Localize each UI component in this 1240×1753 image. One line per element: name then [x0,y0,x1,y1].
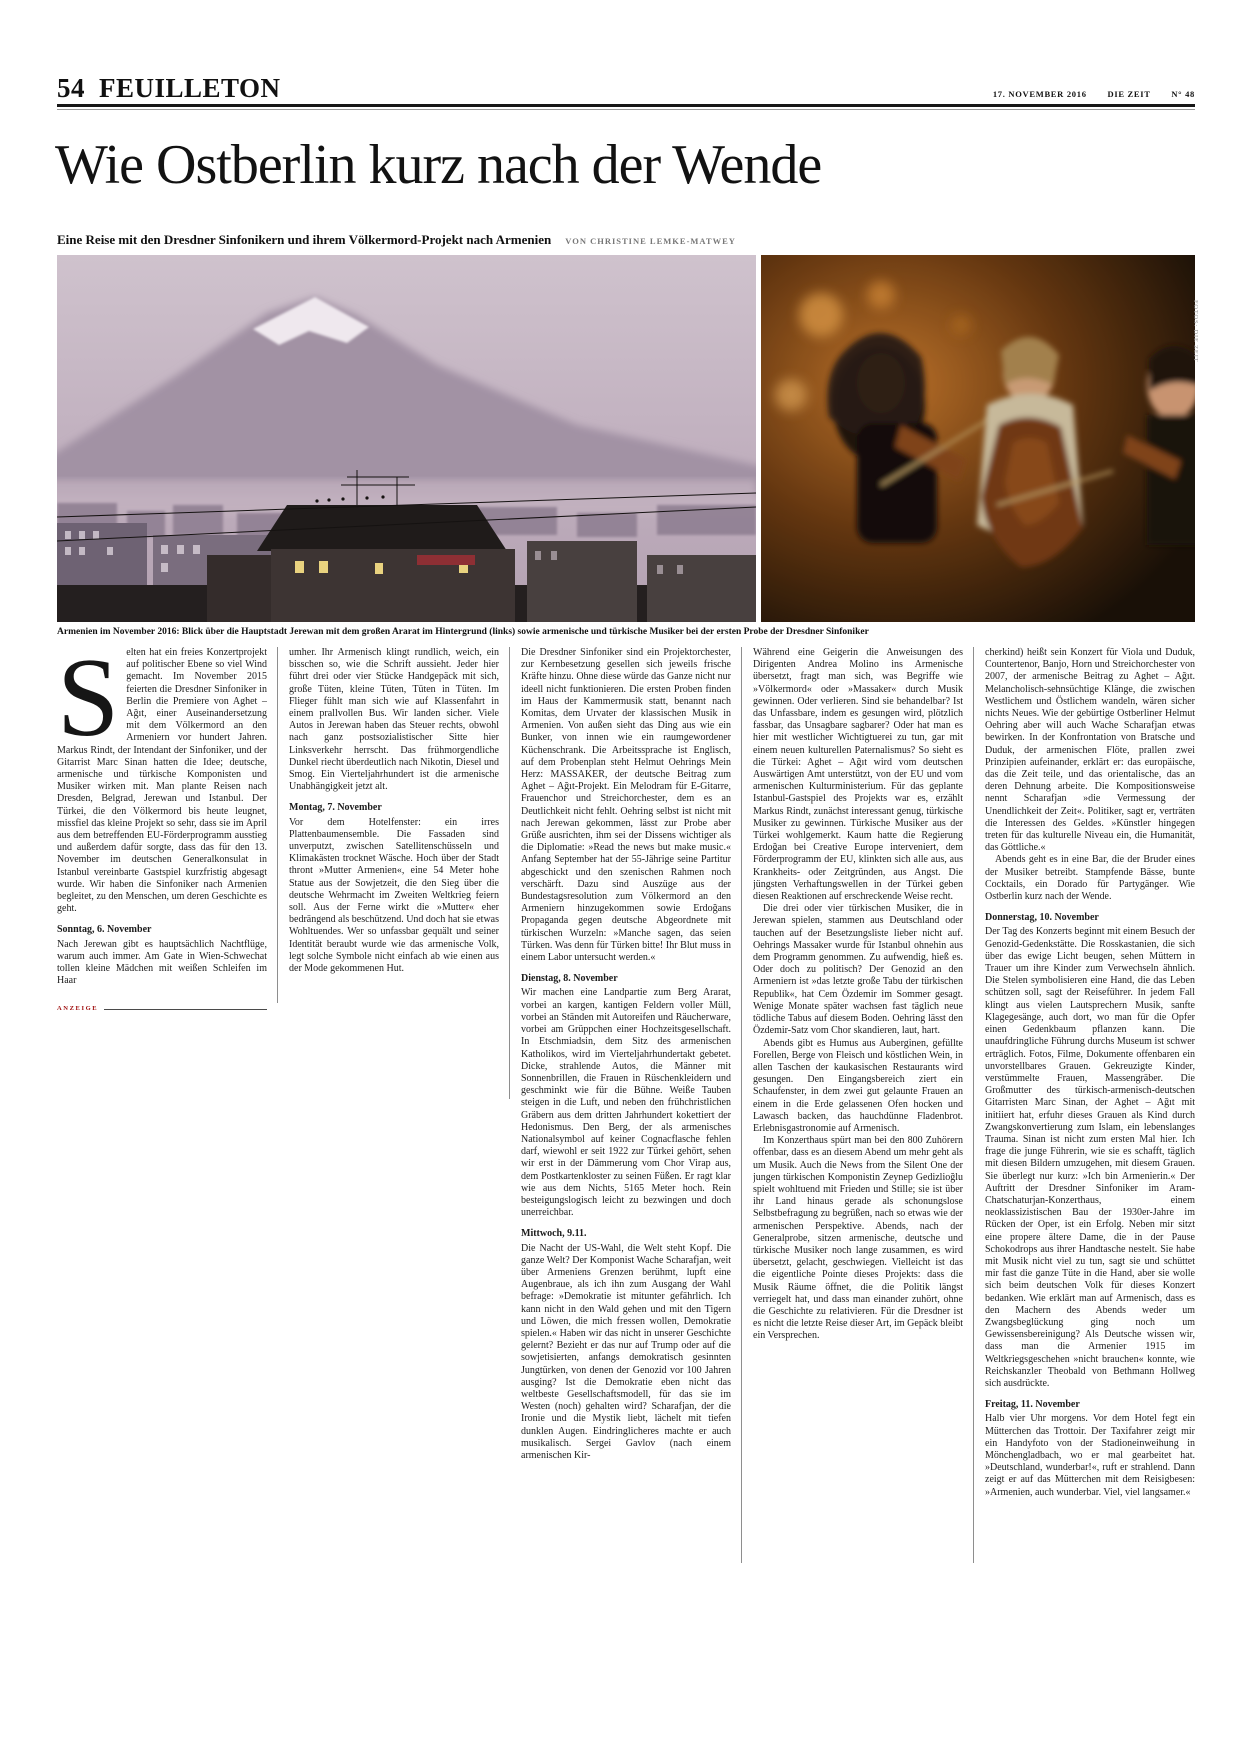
body-paragraph: Die Dresdner Sinfoniker sind ein Projektorchester, zur Kernbesetzung gesellen sich jeweils frische Kräfte hinzu. Ohne diese würde das Ganze nicht nur ideell nicht funktionieren. Die ersten Proben finden im Haus der Kammermusik statt, benannt nach Komitas, dem Urvater der klassischen Musik in Armenien. Von außen sieht das Ding aus wie ein Bunker, von innen wie ein raumgewordener Küchenschrank. Die Arbeitssprache ist Englisch, auf dem Probenplan steht Helmut Oehrings Mein Herz: MASSAKER, der deutsche Beitrag zum Aghet – Ağıt-Projekt. Ein Melodram für E-Gitarre, Frauenchor und Streichorchester, dem es an Deutlichkeit nicht fehlt. Oehring selbst ist nicht mit nach Jerewan gekommen, lässt zur Probe aber Grüße ausrichten, ihm sei der Dissens wichtiger als die Diplomatie: »Read the news but make music.« Anfang September hat der 55-Jährige seine Partitur abgeschickt und den szenischen Rahmen noch verschärft. Dazu sind Auszüge aus der Bundestagsresolution zum Völkermord an den Armeniern hinzugekommen sowie Erdoğans Propaganda gegen deutsche Abgeordnete mit türkischen Wurzeln: »Manche sagen, das seien Türken. Was denn für Türken bitte! Ihr Blut muss in einem Labor untersucht werden.« [521,647,731,964]
body-paragraph: Abends geht es in eine Bar, die der Bruder eines der Musiker betreibt. Stampfende Bässe, bunte Cocktails, ein Dorado für Partygänger. Wie Ostberlin kurz nach der Wende. [985,854,1195,903]
body-paragraph: Nach Jerewan gibt es hauptsächlich Nachtflüge, warum auch immer. Am Gate in Wien-Schwechat tollen kleine Mädchen mit weißen Schleifen im Haar [57,938,267,987]
section-title [57,75,281,102]
drop-cap: S [57,647,120,760]
column-rule [973,647,974,1563]
ad-marker [57,1003,267,1015]
issue-date: 17. NOVEMBER 2016 [992,89,1087,99]
issue-number: N° 48 [1171,89,1195,99]
body-paragraph: Während eine Geigerin die Anweisungen des Dirigenten Andrea Molino ins Armenische übersetzt, fragt man sich, was Begriffe wie »Völkermord« oder »Massaker« durch Musik gewinnen. Oder verlieren. Sind sie behandelbar? Ist das Unfassbare, indem es gesungen wird, plötzlich fassbar, das Unsagbare sagbarer? Oder hat man es hier mit westlicher Wichtigtuerei zu tun, gar mit einem neuen kulturellen Paternalismus? So sieht es die Türkei: Aghet – Ağıt wird vom deutschen Auswärtigen Amt unterstützt, von der EU und vom armenischen Kulturministerium. Für das geplante Istanbul-Gastspiel des Projekts war es, erzählt Markus Rindt, zunächst interessant genug, türkische Musiker zu gewinnen. Türkische Musiker aus der Türkei wohlgemerkt. Kaum hatte die Regierung Erdoğan bei Creative Europe interveniert, dem Förderprogramm der EU, klinkten sich alle aus, aus Krankheits- oder Zeitgründen, aus Angst. Die jüngsten Verhaftungswellen in der Türkei geben diesen Reaktionen auf erschreckende Weise recht. [753,647,963,903]
issue-meta [975,89,1195,102]
section-date-header: Sonntag, 6. November [57,924,152,936]
body-paragraph: Abends gibt es Humus aus Auberginen, gefüllte Forellen, Berge von Fleisch und köstlichen Wein, in allen Taschen der kaukasischen Restaurants wird gesungen. Den Eingangsbereich ziert ein Schaufenster, in dem zwei gut gelaunte Frauen an einem in die Erde gelassenen Ofen hocken und Lawasch backen, das hauchdünne Fladenbrot. Erlebnisgastronomie auf Armenisch. [753,1037,963,1134]
photo-credit: FOTOS: DIE ZEIT [1192,300,1199,363]
body-paragraph: Vor dem Hotelfenster: ein irres Plattenbaumensemble. Die Fassaden sind unverputzt, zwischen Satellitenschüsseln und Klimakästen trocknet Wäsche. Hoch über der Stadt thront »Mutter Armenien«, eine 54 Meter hohe Statue aus der Sowjetzeit, die den Sieg über die deutsche Wehrmacht im Zweiten Weltkrieg feiern soll. Aus der Ferne wirkt die »Mutter« eher bedrängend als beschützend. Und doch hat sie etwas Wohltuendes. Wer so unfassbar gequält und seiner Identität beraubt wurde wie das armenische Volk, legt solche Symbole nicht einfach ab wie einen aus der Mode gekommenen Hut. [289,816,499,975]
section-name: FEUILLETON [99,73,281,103]
photo-musicians-rehearsal [761,255,1195,622]
column-rule [277,647,278,1003]
body-paragraph: Die drei oder vier türkischen Musiker, die in Jerewan spielen, stammen aus Deutschland oder tauchen auf der Besetzungsliste lieber nicht auf. Oehrings Massaker wurde für Istanbul ohnehin aus dem Programm genommen. Zu aufwendig, hieß es. Oder doch zu politisch? Der Genozid an den Armeniern ist »das letzte große Tabu der türkischen Republik«, hat Cem Özdemir im Sommer gesagt. Wenige Monate später wachsen fast täglich neue tödliche Tabus auf diesem Boden. Oehring lässt den Özdemir-Satz vom Chor skandieren, laut, hart. [753,903,963,1037]
article-subhead: Eine Reise mit den Dresdner Sinfonikern und ihrem Völkermord-Projekt nach Armenien [57,232,552,247]
body-paragraph: Selten hat ein freies Konzertprojekt auf politischer Ebene so viel Wind gemacht. Im November 2015 feierten die Dresdner Sinfoniker in Berlin die Premiere von Aghet – Ağıt, einer Auseinandersetzung mit dem Völkermord an den Armeniern vor hundert Jahren. Markus Rindt, der Intendant der Sinfoniker, und der Gitarrist Marc Sinan hatten die Idee; deutsche, armenische und türkische Komponisten und Musiker wirken mit. Man plante Reisen nach Dresden, Belgrad, Jerewan und Istanbul. Der Türkei, die den Völkermord bis heute leugnet, missfiel das kleine Projekt so sehr, dass sie im April aus dem betreffenden EU-Förderprogramm ausstieg und außerdem dafür sorgte, dass das für den 13. November im deutschen Generalkonsulat in Istanbul vereinbarte Gastspiel kurzfristig abgesagt wurde. Wir haben die Sinfoniker nach Armenien begleitet, zu den Menschen, um deren Geschichte es geht. [57,647,267,915]
body-paragraph: Halb vier Uhr morgens. Vor dem Hotel fegt ein Mütterchen das Trottoir. Der Taxifahrer zeigt mir ein Handyfoto von der Stadioneinweihung in Mönchengladbach, wo er mal gearbeitet hat. »Deutschland, wunderbar!«, ruft er strahlend. Dann zeigt er auf das Mütterchen mit dem Reisigbesen: »Armenien, auch wunderbar. Viel, viel langsamer.« [985,1413,1195,1498]
page-number: 54 [57,73,85,103]
paper-name: DIE ZEIT [1107,89,1151,99]
body-paragraph: Der Tag des Konzerts beginnt mit einem Besuch der Genozid-Gedenkstätte. Die Rosskastanien, die sich über das ewige Licht beugen, sehen Müttern in Trauer um ihre Kinder zum Verwechseln ähnlich. Die Stelen symbolisieren eine Hand, die das Leben schützen soll, sagt der Reiseführer. In jedem Fall klingt aus vielen Lautsprechern Musik, sanfte Klagegesänge, auch dort, wo man für die Opfer einen Gedenkbaum pflanzen kann. Die unaufdringliche Führung durchs Museum ist schwer erträglich. Fotos, Filme, Dokumente offenbaren ein unvorstellbares Grauen. Gekreuzigte Kinder, verstümmelte Frauen, Massengräber. Die Großmutter des türkisch-armenisch-deutschen Gitarristen Marc Sinan, der Aghet – Ağıt mit initiiert hat, erfuhr dieses Grauen als Kind durch Zwangskonvertierung zum Islam, ein lebenslanges Trauma. Sinan ist nicht zum ersten Mal hier. Ich frage die junge Führerin, wie sie es schafft, täglich mit diesen Bildern umzugehen, mit diesem Grauen. Sie überlegt nur kurz: »Ich bin Armenierin.« Der Auftritt der Dresdner Sinfoniker im Aram-Chatschaturjan-Konzerthaus, einem neoklassizistischen Bau der 1930er-Jahre im Rücken der Oper, ist ein Erfolg. Neben mir sitzt eine propere ältere Dame, die in der Pause Schokodrops aus ihrer Handtasche nestelt. Sie habe mit Musik nicht viel zu tun, sagt sie und schüttet mir fast die ganze Tüte in die Hand, aber sie wolle sich beim deutschen Volk für dieses Konzert bedanken. Wie erklärt man auf Armenisch, dass es den Machern des Abends weder um Zwangsbeglückung ging noch um Gewissensbereinigung? Als Deutsche wissen wir, dass man die Armenier 1915 im Weltkriegsgeschehen »nicht brauchen« konnte, wie Reichskanzler Theobald von Bethmann Hollweg sich ausdrückte. [985,926,1195,1389]
subhead-row [57,231,1187,249]
body-paragraph: cherkind) heißt sein Konzert für Viola und Duduk, Countertenor, Banjo, Horn und Streichorchester von 2007, der armenische Beitrag zu Aghet – Ağıt. Melancholisch-sehnsüchtige Klänge, die zwischen Westlichem und Östlichem wandeln, wären sicher nichts Neues. Wie der gebürtige Ostberliner Helmut Oehring aber will auch Wache Scharafjan etwas bewirken. In der Konfrontation von Bratsche und Duduk, der armenischen Flöte, prallen zwei Prinzipien aufeinander, erklärt er: das europäische, das die Zeit teile, und das orientalische, das an deren Dehnung arbeite. Die Kompositionsweise nennt Scharafjan »die Vermessung der Unendlichkeit der Zeit«. Politiker, sagt er, verträten die Interessen des Geldes. »Künstler hingegen treten für das kulturelle Niveau ein, die Humanität, das Göttliche.« [985,647,1195,854]
article-byline: VON CHRISTINE LEMKE-MATWEY [565,236,736,246]
body-column-5 [985,647,1195,1565]
body-paragraph: Wir machen eine Landpartie zum Berg Ararat, vorbei an kargen, kantigen Feldern voller Müll, vorbei an Ständen mit Autoreifen und Räucherware, vorbei am Grüppchen einer Hochzeitsgesellschaft. In Etschmiadsin, dem Sitz des armenischen Katholikos, wird im Vierteljahrhundertakt gebetet. Dicke, strahlende Autos, die Männer mit Sonnenbrillen, die Frauen in Rüschenkleidern und geschminkt wie für die Bühne. Weiße Tauben steigen in die Luft, und neben den frühchristlichen Gräbern aus dem dritten Jahrhundert kokettiert der Hedonismus. Den Berg, der als armenisches Nationalsymbol auf keiner Cognacflasche fehlen darf, wiewohl er seit 1922 zur Türkei gehört, sehen wir erst in der Dämmerung vom Chor Virap aus, dem Postkartenkloster zu seinen Füßen. Er ragt klar wie aus dem Nichts, 5165 Meter hoch. Rein besteigungslogisch leicht zu bezwingen und doch unerreichbar. [521,987,731,1219]
body-paragraph: Im Konzerthaus spürt man bei den 800 Zuhörern offenbar, dass es an diesem Abend um mehr geht als um Musik. Auch die News from the Silent One der jungen türkischen Komponistin Zeynep Gedizlioğlu spielt wohltuend mit Frieden und Stille; sie ist über ihr Land hinaus gerade als schonungslose Selbstbefragung zu begrüßen, nach so etwas wie der armenischen Perspektive. Abends, nach der Generalprobe, sitzen armenische, deutsche und türkische Musiker noch lange zusammen, es wird übersetzt, gelacht, geschwiegen. Vielleicht ist das die eigentliche Pointe dieses Projekts: dass die Musik Räume öffnet, die die Politik längst verriegelt hat, und dass man einander zuhört, ohne die Geschichte zu relativieren. Für die Dresdner ist es nicht die letzte Reise dieser Art, im Gepäck bleibt ein Versprechen. [753,1135,963,1342]
masthead-rule [57,104,1195,110]
photo-caption: Armenien im November 2016: Blick über die Hauptstadt Jerewan mit dem großen Ararat im Hintergrund (links) sowie armenische und türkische Musiker bei der ersten Probe der Dresdner Sinfoniker [57,627,869,637]
section-date-header: Freitag, 11. November [985,1399,1080,1411]
body-column-4 [753,647,963,1565]
body-paragraph: umher. Ihr Armenisch klingt rundlich, weich, ein bisschen so, wie die Schrift aussieht. Jeder hier führt drei oder vier Stücke Handgepäck mit sich, große Tüten, kleine Tüten, Tüten in Tüten. Im Flieger fühlt man sich wie auf Klassenfahrt in einem prallvollen Bus. Wir landen sicher. Viele Autos in Jerewan haben das Steuer rechts, obwohl nach ganz postsozialistischer Sitte hier Linksverkehr herrscht. Das frühmorgendliche Dunkel riecht überdeutlich nach Nikotin, Diesel und Smog. Ein Vierteljahrhundert ist die armenische Unabhängigkeit jetzt alt. [289,647,499,793]
body-paragraph: Die Nacht der US-Wahl, die Welt steht Kopf. Die ganze Welt? Der Komponist Wache Scharafjan, weit über Armeniens Grenzen berühmt, lupft eine Augenbraue, als ich ihn zum Ausgang der Wahl befrage: »Demokratie ist mitunter gefährlich. Ich kann nicht in den Wald gehen und mit den Tigern und Löwen, die mich fressen wollen, Demokratie spielen.« Haben wir das nicht in unserer Geschichte gelernt? Bezieht er das nur auf Trump oder auf die sowjetisierten, anfangs demokratisch gesinnten Jungtürken, von denen der Genozid vor 100 Jahren ausging? Ist die Demokratie eben nicht das weltbeste Gesellschaftsmodell, für das sie im Westen (noch) gehalten wird? Scharafjan, der die Ironie und die Mystik liebt, lächelt mit tiefen dunklen Augen. Eindringlicheres machte er auch musikalisch. Sergei Gavlov (nach einem armenischen Kir- [521,1242,731,1461]
body-column-1 [57,647,267,1565]
masthead [57,70,1195,102]
body-column-2 [289,647,499,1565]
column-rule [509,647,510,1099]
section-date-header: Mittwoch, 9.11. [521,1228,587,1240]
ad-rule [104,1009,267,1010]
article-headline: Wie Ostberlin kurz nach der Wende [55,134,822,196]
section-date-header: Dienstag, 8. November [521,973,618,985]
ad-label: ANZEIGE [57,1005,99,1013]
column-rule [741,647,742,1563]
section-date-header: Montag, 7. November [289,802,382,814]
body-column-3 [521,647,731,1565]
photo-yerevan-ararat [57,255,756,622]
section-date-header: Donnerstag, 10. November [985,912,1099,924]
